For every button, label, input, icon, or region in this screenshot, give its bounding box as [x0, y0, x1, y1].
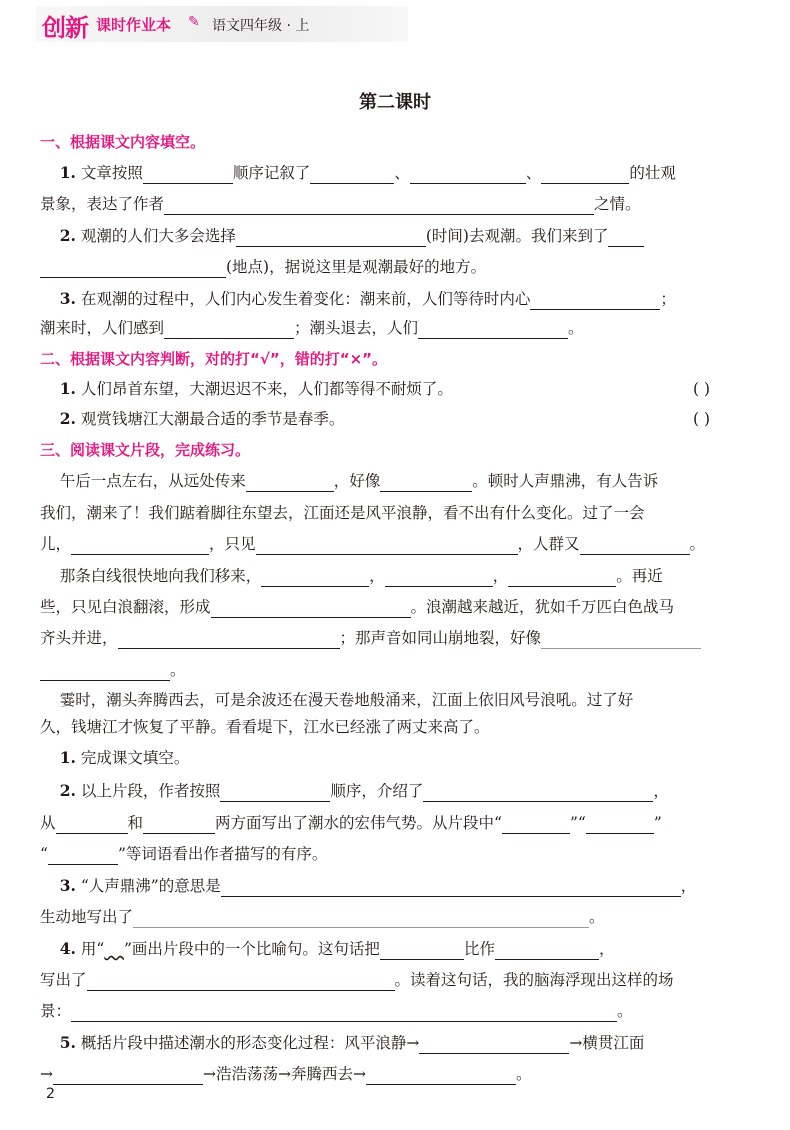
q-number: 1.: [59, 163, 76, 182]
wavy-underline-icon: [104, 940, 124, 958]
answer-blank[interactable]: [261, 568, 369, 587]
answer-blank[interactable]: [118, 630, 340, 649]
answer-blank[interactable]: [530, 291, 660, 310]
section3-heading: 三、阅读课文片段，完成练习。: [40, 441, 251, 459]
passage-line: 儿， ，只见 ，人群又 。: [40, 535, 706, 553]
s3-q4-line2: 写出了 。读着这句话，我的脑海浮现出这样的场: [40, 971, 674, 989]
answer-blank[interactable]: [380, 941, 464, 960]
s3-q2-line3: “ ”等词语看出作者描写的有序。: [40, 845, 328, 863]
page-number: 2: [46, 1086, 55, 1102]
s1-q2-line2: (地点)，据说这里是观潮最好的地方。: [40, 256, 750, 278]
answer-blank[interactable]: [40, 259, 226, 278]
answer-blank[interactable]: [495, 941, 599, 960]
answer-blank[interactable]: [310, 165, 394, 184]
answer-blank[interactable]: [211, 599, 411, 618]
answer-blank[interactable]: [410, 165, 526, 184]
s3-q3-line1: 3. “人声鼎沸”的意思是 ，: [59, 876, 697, 895]
s1-q1-line2: 景象，表达了作者 之情。: [40, 195, 641, 213]
answer-blank[interactable]: [71, 536, 209, 555]
answer-blank[interactable]: [541, 165, 629, 184]
s1-q1-line1: 1. 文章按照 顺序记叙了 、 、 的壮观: [59, 163, 676, 182]
passage-line: 些，只见白浪翻滚，形成 。浪潮越来越近，犹如千万匹白色战马: [40, 598, 675, 616]
s1-q3-line1: 3. 在观潮的过程中，人们内心发生着变化：潮来前，人们等待时内心 ；: [59, 289, 676, 308]
s2-q2: 2. 观赏钱塘江大潮最合适的季节是春季。 ( ): [59, 409, 710, 428]
answer-blank[interactable]: [164, 320, 294, 339]
passage-line: 。: [40, 659, 750, 681]
arrow-icon: →: [278, 1065, 292, 1083]
s3-q4-line1: 4. 用“ ”画出片段中的一个比喻句。这句话把 比作 ，: [59, 939, 615, 958]
brand-subtitle: 课时作业本: [96, 16, 172, 34]
passage-line: 霎时，潮头奔腾西去，可是余波还在漫天卷地般涌来，江面上依旧风号浪吼。过了好: [59, 691, 634, 709]
passage-line: 齐头并进， ；那声音如同山崩地裂，好像: [40, 627, 750, 649]
answer-blank[interactable]: [246, 473, 334, 492]
answer-blank[interactable]: [221, 878, 681, 897]
answer-blank[interactable]: [143, 165, 233, 184]
answer-blank[interactable]: [164, 196, 594, 215]
arrow-icon: →: [406, 1034, 420, 1052]
pencil-icon: ✎: [188, 14, 200, 30]
answer-blank[interactable]: [133, 909, 589, 928]
arrow-icon: →: [40, 1065, 53, 1083]
answer-blank[interactable]: [380, 473, 472, 492]
answer-blank[interactable]: [580, 536, 690, 555]
section2-heading: 二、根据课文内容判断，对的打“√”，错的打“×”。: [40, 350, 388, 368]
answer-blank[interactable]: [48, 846, 118, 865]
answer-blank[interactable]: [53, 1066, 203, 1085]
answer-blank[interactable]: [502, 815, 570, 834]
brand-logo: 创新: [42, 14, 88, 42]
s3-q4-line3: 景： 。: [40, 1002, 633, 1020]
passage-line: 那条白线很快地向我们移来， ， ， 。再近: [59, 567, 663, 585]
passage-line: 午后一点左右，从远处传来 ，好像 。顿时人声鼎沸，有人告诉: [59, 472, 659, 490]
answer-blank[interactable]: [541, 630, 701, 649]
answer-blank[interactable]: [236, 228, 426, 247]
answer-blank[interactable]: [366, 1066, 516, 1085]
arrow-icon: →: [203, 1065, 216, 1083]
answer-blank[interactable]: [143, 815, 215, 834]
answer-blank[interactable]: [385, 568, 493, 587]
passage-line: 久，钱塘江才恢复了平静。看看堤下，江水已经涨了两丈来高了。: [40, 718, 490, 736]
answer-blank[interactable]: [419, 1035, 569, 1054]
header-banner: [36, 6, 408, 42]
answer-blank[interactable]: [71, 1003, 617, 1022]
answer-blank[interactable]: [40, 662, 170, 681]
grade-label: 语文四年级 · 上: [212, 18, 310, 34]
answer-blank[interactable]: [586, 815, 654, 834]
passage-line: 我们，潮来了！我们踮着脚往东望去，江面还是风平浪静，看不出有什么变化。过了一会: [40, 504, 645, 522]
section1-heading: 一、根据课文内容填空。: [40, 133, 206, 151]
s3-q2-line1: 2. 以上片段，作者按照 顺序，介绍了 ，: [59, 781, 669, 800]
answer-blank[interactable]: [508, 568, 616, 587]
answer-blank[interactable]: [220, 783, 330, 802]
answer-blank[interactable]: [423, 783, 653, 802]
s1-q2-line1: 2. 观潮的人们大多会选择 (时间)去观潮。我们来到了: [40, 225, 750, 247]
s3-q5-line1: 5. 概括片段中描述潮水的形态变化过程：风平浪静→ →横贯江面: [59, 1033, 645, 1052]
answer-blank[interactable]: [56, 815, 128, 834]
arrow-icon: →: [569, 1034, 583, 1052]
answer-blank[interactable]: [418, 320, 568, 339]
answer-blank[interactable]: [608, 228, 644, 247]
answer-paren[interactable]: ( ): [692, 410, 710, 428]
s2-q1: 1. 人们昂首东望，大潮迟迟不来，人们都等得不耐烦了。 ( ): [59, 379, 710, 398]
answer-blank[interactable]: [87, 972, 395, 991]
arrow-icon: →: [353, 1065, 367, 1083]
s3-q2-line2: 从 和 两方面写出了潮水的宏伟气势。从片段中“ ”“ ”: [40, 814, 662, 832]
s1-q3-line2: 潮来时，人们感到 ；潮头退去，人们 。: [40, 319, 584, 337]
s3-q5-line2: → →浩浩荡荡→奔腾西去→ 。: [40, 1065, 532, 1083]
answer-blank[interactable]: [256, 536, 518, 555]
answer-paren[interactable]: ( ): [692, 380, 710, 398]
s3-q3-line2: 生动地写出了 。: [40, 908, 605, 926]
page-title: 第二课时: [359, 92, 431, 113]
s3-q1: 1. 完成课文填空。: [59, 748, 190, 767]
